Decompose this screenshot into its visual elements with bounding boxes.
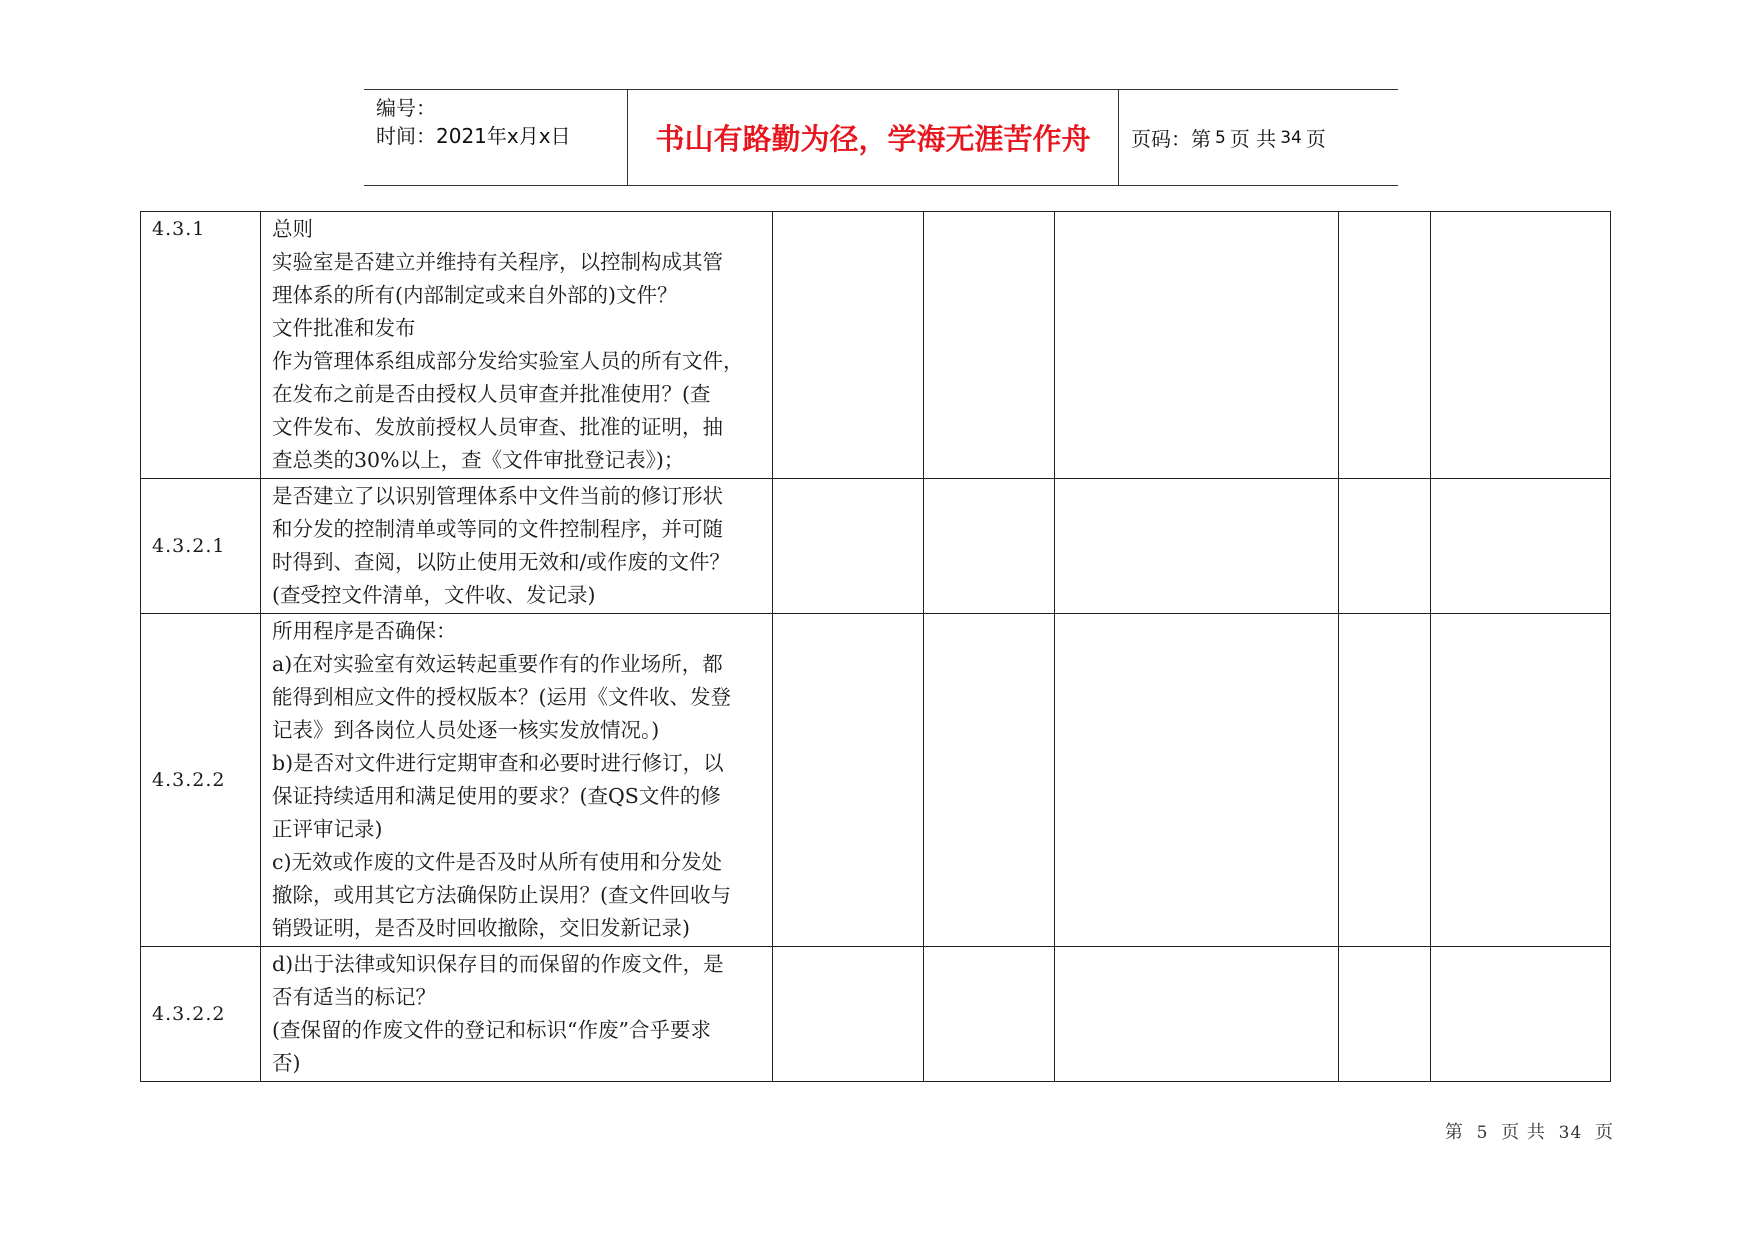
content-line: b)是否对文件进行定期审查和必要时进行修订，以 (272, 751, 724, 775)
clause-number: 4.3.2.2 (141, 614, 261, 947)
content-line: 时得到、查阅，以防止使用无效和/或作废的文件？ (272, 550, 730, 574)
content-line: 查总类的30%以上，查《文件审批登记表》)； (272, 448, 685, 472)
content-line: 在发布之前是否由授权人员审查并批准使用？(查 (272, 382, 711, 406)
header-page-mid: 页 共 (1229, 127, 1277, 151)
empty-cell (924, 947, 1055, 1082)
content-line: 能得到相应文件的授权版本？(运用《文件收、发登 (272, 685, 731, 709)
empty-cell (1339, 212, 1431, 479)
clause-content (261, 614, 773, 947)
document-date: 时间：2021年x月x日 (376, 124, 571, 148)
header-page-total: 34 (1280, 127, 1302, 148)
empty-cell (924, 212, 1055, 479)
content-line: 否) (272, 1051, 301, 1075)
clause-number: 4.3.2.2 (141, 947, 261, 1082)
footer-prefix: 第 (1444, 1122, 1464, 1143)
empty-cell (773, 947, 924, 1082)
empty-cell (1055, 212, 1339, 479)
document-number-label: 编号： (376, 96, 436, 120)
page-footer (1445, 1118, 1614, 1144)
content-line: 保证持续适用和满足使用的要求？(查QS文件的修 (272, 784, 721, 808)
footer-page-total: 34 (1558, 1123, 1583, 1143)
empty-cell (1431, 947, 1611, 1082)
footer-page-current: 5 (1476, 1123, 1489, 1143)
content-line: 文件批准和发布 (272, 316, 416, 340)
header-page-info (1119, 90, 1398, 185)
content-line: 否有适当的标记？ (272, 985, 436, 1009)
empty-cell (1055, 479, 1339, 614)
header-page-prefix: 页码：第 (1131, 127, 1211, 151)
empty-cell (773, 614, 924, 947)
empty-cell (924, 479, 1055, 614)
content-line: c)无效或作废的文件是否及时从所有使用和分发处 (272, 850, 722, 874)
clause-content (261, 947, 773, 1082)
empty-cell (1339, 947, 1431, 1082)
empty-cell (1431, 479, 1611, 614)
clause-number: 4.3.2.1 (141, 479, 261, 614)
header-motto: 书山有路勤为径，学海无涯苦作舟 (655, 122, 1091, 156)
empty-cell (1431, 212, 1611, 479)
table-row (141, 212, 1611, 479)
footer-suffix: 页 (1595, 1122, 1614, 1143)
empty-cell (1055, 947, 1339, 1082)
content-line: 理体系的所有(内部制定或来自外部的)文件？ (272, 283, 678, 307)
content-line: 总则 (272, 217, 313, 241)
content-line: 撤除，或用其它方法确保防止误用？(查文件回收与 (272, 883, 731, 907)
content-line: 和分发的控制清单或等同的文件控制程序，并可随 (272, 517, 723, 541)
content-line: d)出于法律或知识保存目的而保留的作废文件，是 (272, 952, 724, 976)
empty-cell (1055, 614, 1339, 947)
clause-number: 4.3.1 (141, 212, 261, 479)
header-page-current: 5 (1215, 127, 1226, 148)
content-line: 正评审记录) (272, 817, 383, 841)
content-line: a)在对实验室有效运转起重要作有的作业场所，都 (272, 652, 723, 676)
empty-cell (1339, 479, 1431, 614)
header-page-suffix: 页 (1305, 127, 1326, 151)
content-line: 是否建立了以识别管理体系中文件当前的修订形状 (272, 484, 723, 508)
empty-cell (773, 479, 924, 614)
content-line: (查保留的作废文件的登记和标识“作废”合乎要求 (272, 1018, 711, 1042)
empty-cell (1339, 614, 1431, 947)
footer-mid: 页 共 (1501, 1122, 1546, 1143)
empty-cell (1431, 614, 1611, 947)
content-line: 所用程序是否确保： (272, 619, 457, 643)
content-line: 实验室是否建立并维持有关程序，以控制构成其管 (272, 250, 723, 274)
table-row (141, 614, 1611, 947)
content-line: 文件发布、发放前授权人员审查、批准的证明，抽 (272, 415, 723, 439)
header-motto-cell (628, 90, 1119, 185)
content-line: (查受控文件清单，文件收、发记录) (272, 583, 596, 607)
content-line: 作为管理体系组成部分发给实验室人员的所有文件， (272, 349, 744, 373)
content-line: 销毁证明，是否及时回收撤除，交旧发新记录) (272, 916, 690, 940)
table-row (141, 479, 1611, 614)
content-line: 记表》到各岗位人员处逐一核实发放情况。) (272, 718, 660, 742)
clause-content (261, 212, 773, 479)
header-meta (364, 90, 628, 185)
document-header (364, 89, 1398, 186)
checklist-table (140, 211, 1611, 1082)
empty-cell (773, 212, 924, 479)
empty-cell (924, 614, 1055, 947)
table-row (141, 947, 1611, 1082)
clause-content (261, 479, 773, 614)
